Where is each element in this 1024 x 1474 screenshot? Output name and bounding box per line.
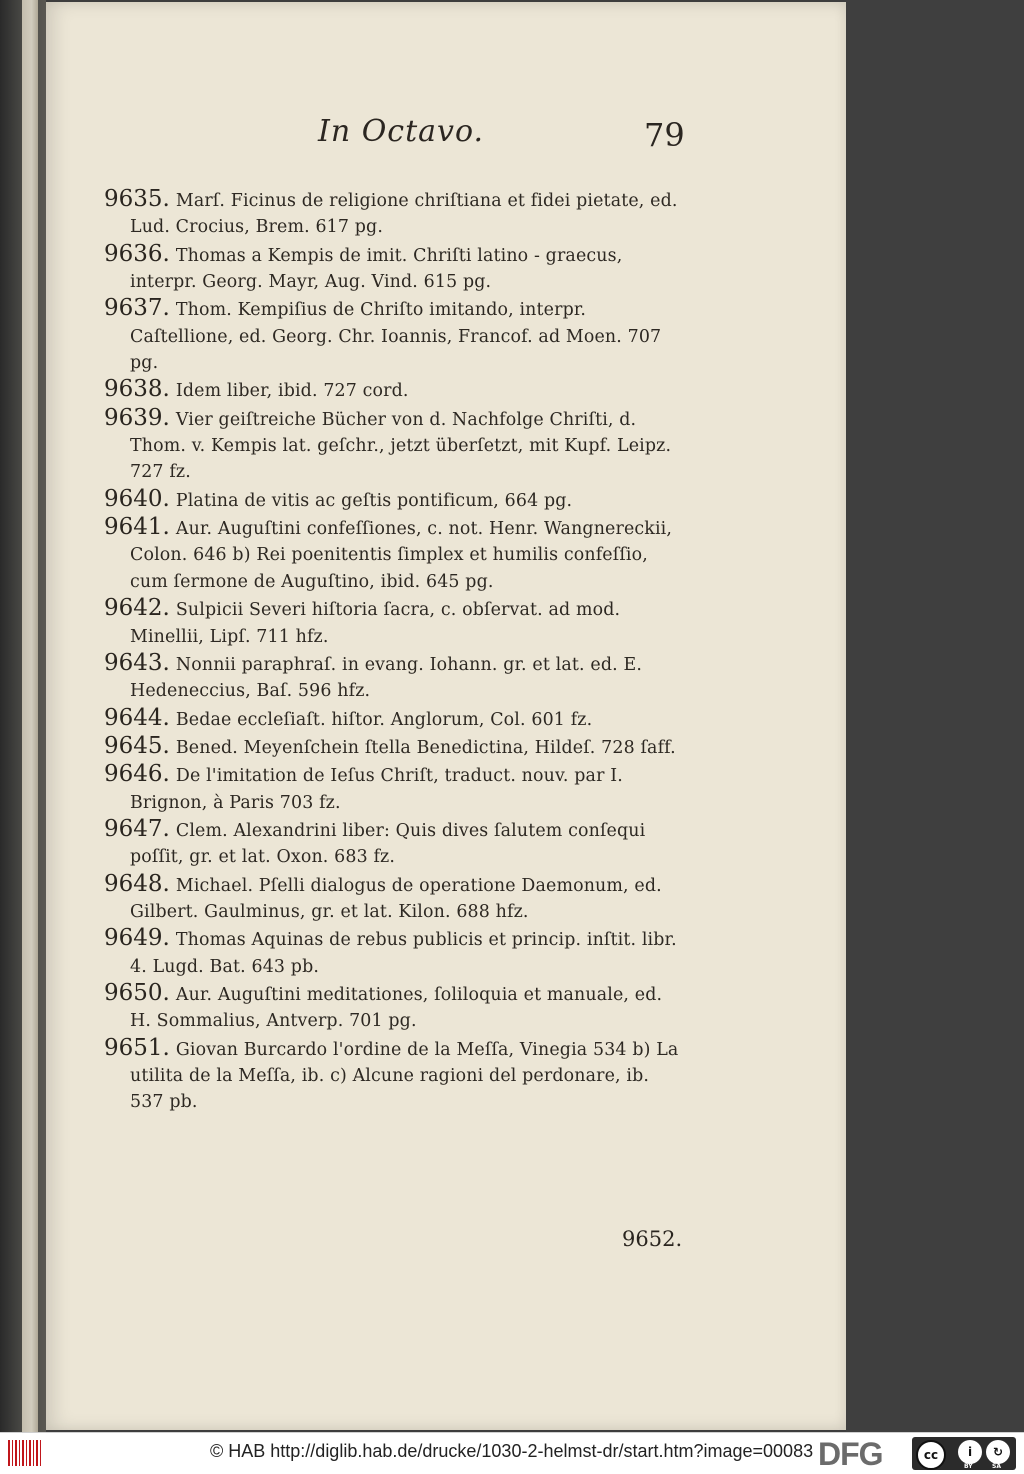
catalogue-entry bbox=[104, 241, 684, 296]
running-title: In Octavo. bbox=[318, 114, 485, 149]
entry-text: Idem liber, ibid. 727 cord. bbox=[175, 381, 409, 402]
entry-number: 9640. bbox=[104, 485, 170, 512]
entry-number: 9639. bbox=[104, 404, 170, 431]
catalogue-entry bbox=[104, 405, 684, 486]
entry-number: 9642. bbox=[104, 595, 170, 622]
catalogue-entry bbox=[104, 980, 684, 1035]
barcode-icon bbox=[8, 1440, 42, 1466]
entry-number: 9645. bbox=[104, 732, 170, 759]
sa-icon: ↻ bbox=[986, 1440, 1010, 1464]
entry-number: 9643. bbox=[104, 649, 170, 676]
entry-text: Thomas Aquinas de rebus publicis et princip. inſtit. libr. 4. Lugd. Bat. 643 pb. bbox=[130, 930, 677, 977]
entry-text: Sulpicii Severi hiſtoria ſacra, c. obſervat. ad mod. Minellii, Lipſ. 711 hfz. bbox=[130, 600, 621, 647]
catalogue-entry bbox=[104, 816, 684, 871]
entry-number: 9636. bbox=[104, 240, 170, 267]
entry-text: Aur. Auguſtini meditationes, ſoliloquia et manuale, ed. H. Sommalius, Antverp. 701 pg. bbox=[130, 984, 663, 1032]
catalogue-entry bbox=[104, 595, 684, 650]
entry-text: Platina de vitis ac geſtis pontificum, 664 pg. bbox=[175, 490, 573, 511]
right-background bbox=[846, 0, 1024, 1432]
catalogue-entries bbox=[104, 186, 684, 1116]
catalogue-entry bbox=[104, 376, 684, 404]
entry-text: Giovan Burcardo l'ordine de la Meſſa, Vinegia 534 b) La utilita de la Meſſa, ib. c) Alcune ragioni del perdonare, ib. 537 pb. bbox=[130, 1039, 679, 1113]
previous-page-edge bbox=[22, 0, 38, 1432]
entry-number: 9644. bbox=[104, 704, 170, 731]
catalogue-entry bbox=[104, 650, 684, 705]
sa-label: SA bbox=[992, 1463, 1001, 1470]
catalogue-entry bbox=[104, 186, 684, 241]
entry-text: Thom. Kempiſius de Chriſto imitando, interpr. Caſtellione, ed. Georg. Chr. Ioannis, Francof. ad Moen. 707 pg. bbox=[130, 300, 662, 374]
entry-text: Bedae eccleſiaſt. hiſtor. Anglorum, Col. 601 fz. bbox=[175, 709, 593, 730]
entry-number: 9641. bbox=[104, 514, 170, 541]
catalogue-entry bbox=[104, 486, 684, 514]
cc-icon: cc bbox=[916, 1440, 946, 1470]
source-link[interactable]: © HAB http://diglib.hab.de/drucke/1030-2-helmst-dr/start.htm?image=00083 bbox=[210, 1441, 814, 1461]
entry-number: 9635. bbox=[104, 186, 170, 212]
entry-text: Bened. Meyenſchein ſtella Benedictina, Hildeſ. 728 ſaff. bbox=[175, 737, 676, 758]
entry-number: 9651. bbox=[104, 1034, 170, 1061]
entry-number: 9650. bbox=[104, 979, 170, 1006]
catalogue-entry bbox=[104, 1035, 684, 1116]
dfg-logo: DFG bbox=[818, 1436, 883, 1472]
entry-text: De l'imitation de Ieſus Chriſt, traduct. nouv. par I. Brignon, à Paris 703 fz. bbox=[130, 766, 623, 813]
entry-text: Clem. Alexandrini liber: Quis dives ſalutem conſequi poſſit, gr. et lat. Oxon. 683 fz. bbox=[130, 820, 646, 868]
entry-number: 9649. bbox=[104, 925, 170, 952]
catalogue-entry bbox=[104, 733, 684, 761]
catalogue-entry bbox=[104, 295, 684, 376]
entry-text: Michael. Pſelli dialogus de operatione Daemonum, ed. Gilbert. Gaulminus, gr. et lat. Kilon. 688 hfz. bbox=[130, 875, 662, 922]
page-header bbox=[46, 114, 846, 154]
entry-number: 9646. bbox=[104, 761, 170, 788]
entry-text: Nonnii paraphraſ. in evang. Iohann. gr. et lat. ed. E. Hedeneccius, Baſ. 596 hfz. bbox=[130, 654, 642, 702]
catalogue-entry bbox=[104, 925, 684, 980]
entry-text: Aur. Auguſtini confeſſiones, c. not. Henr. Wangnereckii, Colon. 646 b) Rei poenitentis ſimplex et humilis confeſſio, cum ſermone de Auguſtino, ibid. 645 pg. bbox=[130, 519, 673, 592]
catalogue-entry bbox=[104, 761, 684, 816]
entry-text: Thomas a Kempis de imit. Chriſti latino - graecus, interpr. Georg. Mayr, Aug. Vind. 615 pg. bbox=[130, 245, 623, 293]
page-number: 79 bbox=[644, 116, 685, 154]
entry-number: 9638. bbox=[104, 376, 170, 403]
entry-text: Marſ. Ficinus de religione chriſtiana et fidei pietate, ed. Lud. Crocius, Brem. 617 pg. bbox=[130, 191, 678, 238]
entry-number: 9637. bbox=[104, 295, 170, 322]
entry-number: 9647. bbox=[104, 815, 170, 842]
entry-number: 9648. bbox=[104, 870, 170, 897]
book-page bbox=[46, 2, 846, 1430]
catalogue-entry bbox=[104, 871, 684, 926]
by-label: BY bbox=[964, 1463, 973, 1470]
catalogue-entry bbox=[104, 514, 684, 595]
viewer-footer bbox=[0, 1432, 1024, 1474]
catchword: 9652. bbox=[622, 1227, 683, 1251]
entry-text: Vier geiſtreiche Bücher von d. Nachfolge Chriſti, d. Thom. v. Kempis lat. geſchr., jetzt überſetzt, mit Kupf. Leipz. 727 fz. bbox=[130, 409, 672, 483]
by-icon: i bbox=[958, 1440, 982, 1464]
cc-license-badge[interactable] bbox=[912, 1437, 1016, 1470]
catalogue-entry bbox=[104, 705, 684, 733]
